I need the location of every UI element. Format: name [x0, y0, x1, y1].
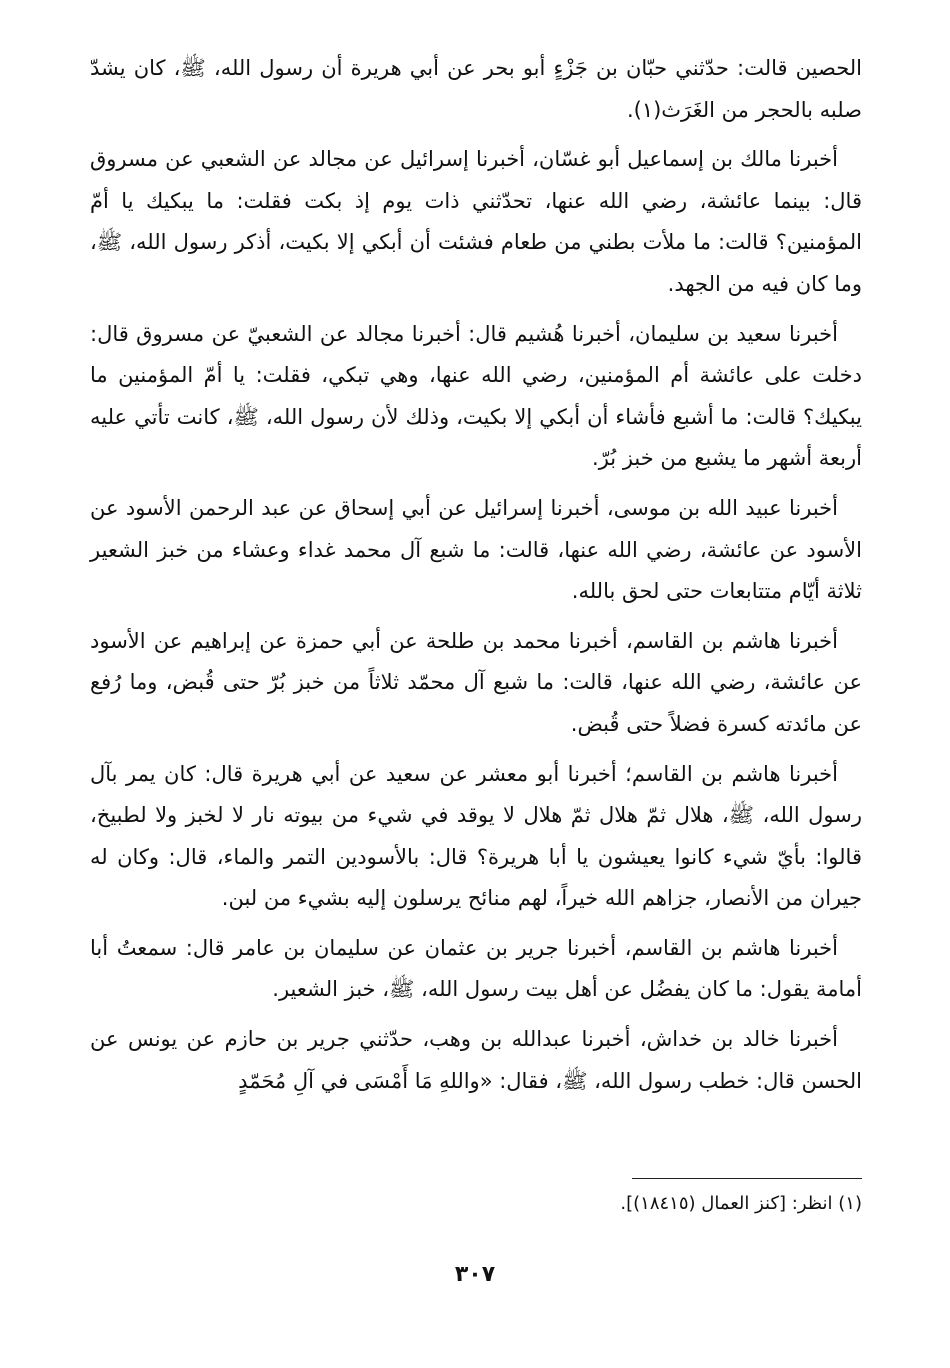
paragraph: أخبرنا خالد بن خداش، أخبرنا عبدالله بن وهب، حدّثني جرير بن حازم عن يونس عن الحسن قال: خطب رسول الله، ﷺ، فقال: «واللهِ مَا أَمْسَى في آلِ مُحَمّدٍ: [90, 1027, 862, 1093]
paragraph: أخبرنا عبيد الله بن موسى، أخبرنا إسرائيل عن أبي إسحاق عن عبد الرحمن الأسود عن الأسود عن عائشة، رضي الله عنها، قالت: ما شبع آل محمد غداء وعشاء من خبز الشعير ثلاثة أيّام متتابعات حتى لحق بالله.: [90, 495, 862, 604]
paragraph: الحصين قالت: حدّثني حبّان بن جَزْءٍ أبو بحر عن أبي هريرة أن رسول الله، ﷺ، كان يشدّ صلبه بالحجر من الغَرَث(١).: [90, 56, 862, 122]
footnote-divider: [632, 1178, 862, 1179]
main-text: [90, 48, 862, 1110]
paragraph: أخبرنا هاشم بن القاسم، أخبرنا جرير بن عثمان عن سليمان بن عامر قال: سمعتُ أبا أمامة يقول: ما كان يفضُل عن أهل بيت رسول الله، ﷺ، خبز الشعير.: [90, 935, 862, 1002]
paragraph: أخبرنا مالك بن إسماعيل أبو غسّان، أخبرنا إسرائيل عن مجالد عن الشعبي عن مسروق قال: بينما عائشة، رضي الله عنها، تحدّثني ذات يوم إذ بكت فقلت: ما يبكيك يا أمّ المؤمنين؟ قالت: ما ملأت بطني من طعام فشئت أن أبكي إلا بكيت، أذكر رسول الله، ﷺ، وما كان فيه من الجهد.: [90, 147, 862, 296]
paragraph: أخبرنا سعيد بن سليمان، أخبرنا هُشيم قال: أخبرنا مجالد عن الشعبيّ عن مسروق قال: دخلت على عائشة أم المؤمنين، رضي الله عنها، وهي تبكي، فقلت: يا أمّ المؤمنين ما يبكيك؟ قالت: ما أشبع فأشاء أن أبكي إلا بكيت، وذلك لأن رسول الله، ﷺ، كانت تأتي عليه أربعة أشهر ما يشبع من خبز بُرّ.: [90, 321, 862, 471]
paragraph: أخبرنا هاشم بن القاسم، أخبرنا محمد بن طلحة عن أبي حمزة عن إبراهيم عن الأسود عن عائشة، رضي الله عنها، قالت: ما شبع آل محمّد ثلاثاً من خبز بُرّ حتى قُبض، وما رُفع عن مائدته كسرة فضلاً حتى قُبض.: [90, 628, 862, 736]
paragraph: أخبرنا هاشم بن القاسم؛ أخبرنا أبو معشر عن سعيد عن أبي هريرة قال: كان يمر بآل رسول الله، ﷺ، هلال ثمّ هلال ثمّ هلال لا يوقد في شيء من بيوته نار لا لخبز ولا لطبيخ، قالوا: بأيّ شيء كانوا يعيشون يا أبا هريرة؟ قال: بالأسودين التمر والماء، قال: وكان له جيران من الأنصار، جزاهم الله خيراً، لهم منائح يرسلون إليه بشيء من لبن.: [90, 761, 862, 911]
page-number: ٣٠٧: [454, 1262, 496, 1287]
footnote: (١) انظر: [كنز العمال (١٨٤١٥)].: [620, 1193, 862, 1214]
